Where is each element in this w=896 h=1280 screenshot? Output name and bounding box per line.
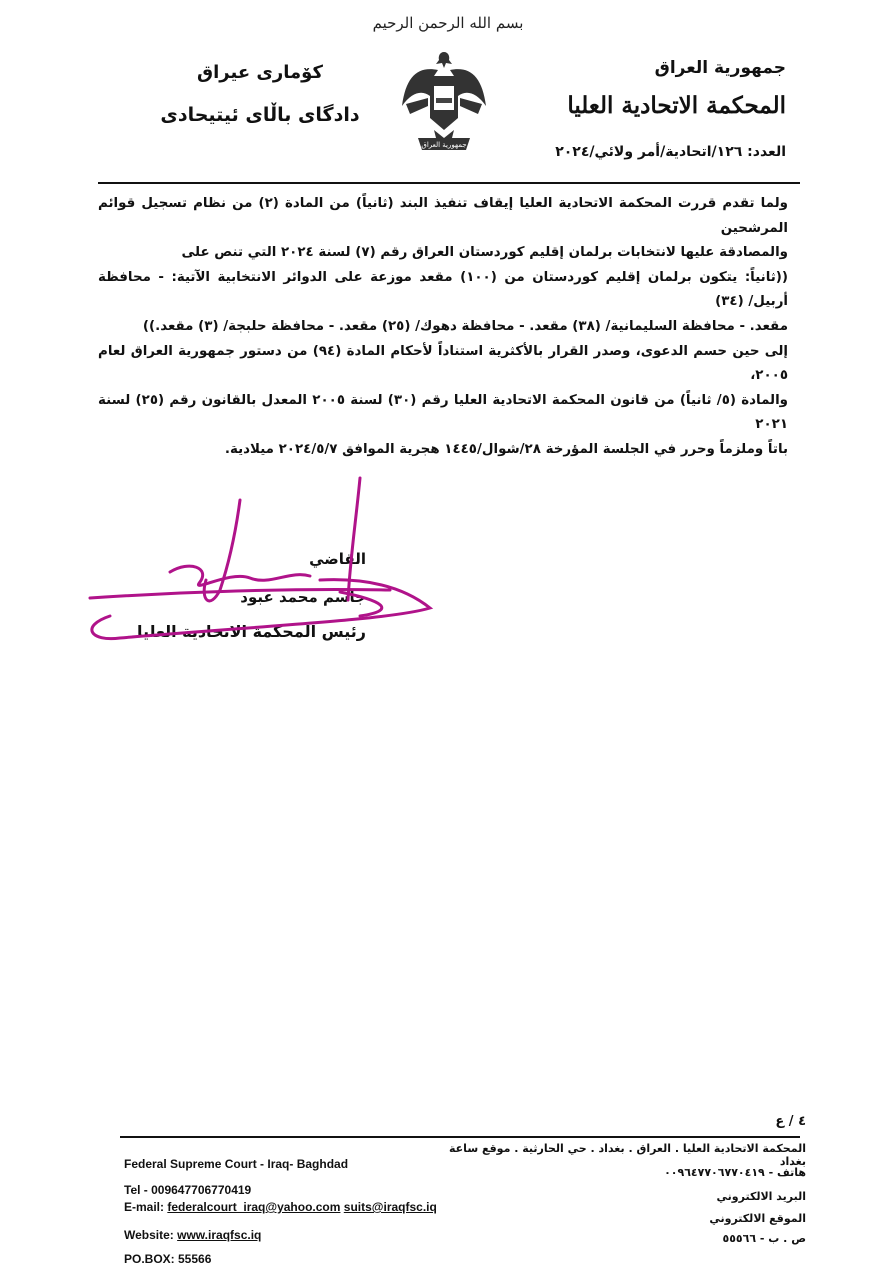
handwritten-signature	[60, 460, 460, 680]
email-link-yahoo[interactable]: federalcourt_iraq@yahoo.com	[167, 1200, 341, 1214]
footer-email-arabic: البريد الالكتروني	[716, 1190, 806, 1203]
footer-website-arabic: الموقع الالكتروني	[709, 1212, 806, 1225]
country-name-kurdish: كۆمارى عيراق	[197, 62, 323, 83]
body-line: مقعد. - محافظة السليمانية/ (٣٨) مقعد. - محافظة دهوك/ (٢٥) مقعد. - محافظة حلبجة/ (٣) مقعد.))	[142, 318, 788, 334]
page-number: ٤ / ع	[775, 1114, 806, 1129]
footer-address-arabic: المحكمة الاتحادية العليا . العراق . بغداد . حي الحارثية . موقع ساعة بغداد	[449, 1142, 806, 1168]
court-name-arabic: المحكمة الاتحادية العليا	[567, 92, 786, 119]
email-link-suits[interactable]: suits@iraqfsc.iq	[343, 1200, 437, 1214]
bismillah-heading: بسم الله الرحمن الرحيم	[372, 14, 524, 32]
body-line: إلى حين حسم الدعوى، وصدر القرار بالأكثرية استناداً لأحكام المادة (٩٤) من دستور جمهورية العراق لعام ٢٠٠٥،	[98, 343, 788, 384]
footer-pobox: PO.BOX: 55566	[124, 1252, 212, 1266]
body-line: باتاً وملزماً وحرر في الجلسة المؤرخة ٢٨/شوال/١٤٤٥ هجرية الموافق ٢٠٢٤/٥/٧ ميلادية.	[224, 441, 788, 457]
footer-telephone: Tel - 009647706770419	[124, 1183, 252, 1197]
emblem-label: جمهورية العراق	[421, 141, 467, 149]
order-body-text	[98, 192, 788, 463]
header-divider	[98, 182, 800, 184]
country-name-arabic: جمهورية العراق	[654, 58, 786, 78]
footer-website	[124, 1228, 261, 1242]
footer-pobox-arabic: ص . ب - ٥٥٥٦٦	[722, 1232, 806, 1245]
footer-phone-arabic: هاتف - ٠٠٩٦٤٧٧٠٦٧٧٠٤١٩	[664, 1166, 806, 1179]
court-name-kurdish: دادگای باڵای ئیتیحادی	[160, 104, 360, 126]
website-link[interactable]: www.iraqfsc.iq	[177, 1228, 262, 1242]
body-line: والمصادقة عليها لانتخابات برلمان إقليم كوردستان العراق رقم (٧) لسنة ٢٠٢٤ التي تنص على	[181, 245, 788, 261]
body-line: ((ثانياً: يتكون برلمان إقليم كوردستان من (١٠٠) مقعد موزعة على الدوائر الانتخابية الآتية: - محافظة أربيل/ (٣٤)	[98, 269, 788, 310]
body-line: والمادة (٥/ ثانياً) من قانون المحكمة الاتحادية العليا رقم (٣٠) لسنة ٢٠٠٥ المعدل بالقانون رقم (٢٥) لسنة ٢٠٢١	[98, 392, 788, 433]
judge-title: القاضي	[309, 550, 366, 568]
website-label: Website:	[124, 1228, 178, 1242]
email-label: E-mail:	[124, 1200, 168, 1214]
reference-number: العدد: ١٢٦/اتحادية/أمر ولائي/٢٠٢٤	[555, 144, 786, 160]
judge-name: جاسم محمد عبود	[240, 588, 366, 606]
footer-divider	[120, 1136, 800, 1138]
iraq-eagle-emblem	[398, 46, 490, 166]
footer-court-english: Federal Supreme Court - Iraq- Baghdad	[124, 1157, 349, 1171]
judge-position: رئيس المحكمة الاتحادية العليا	[136, 622, 366, 641]
footer-email	[124, 1200, 437, 1214]
body-line: ولما تقدم قررت المحكمة الاتحادية العليا إيقاف تنفيذ البند (ثانياً) من المادة (٢) من نظام تسجيل قوائم المرشحين	[98, 196, 788, 236]
